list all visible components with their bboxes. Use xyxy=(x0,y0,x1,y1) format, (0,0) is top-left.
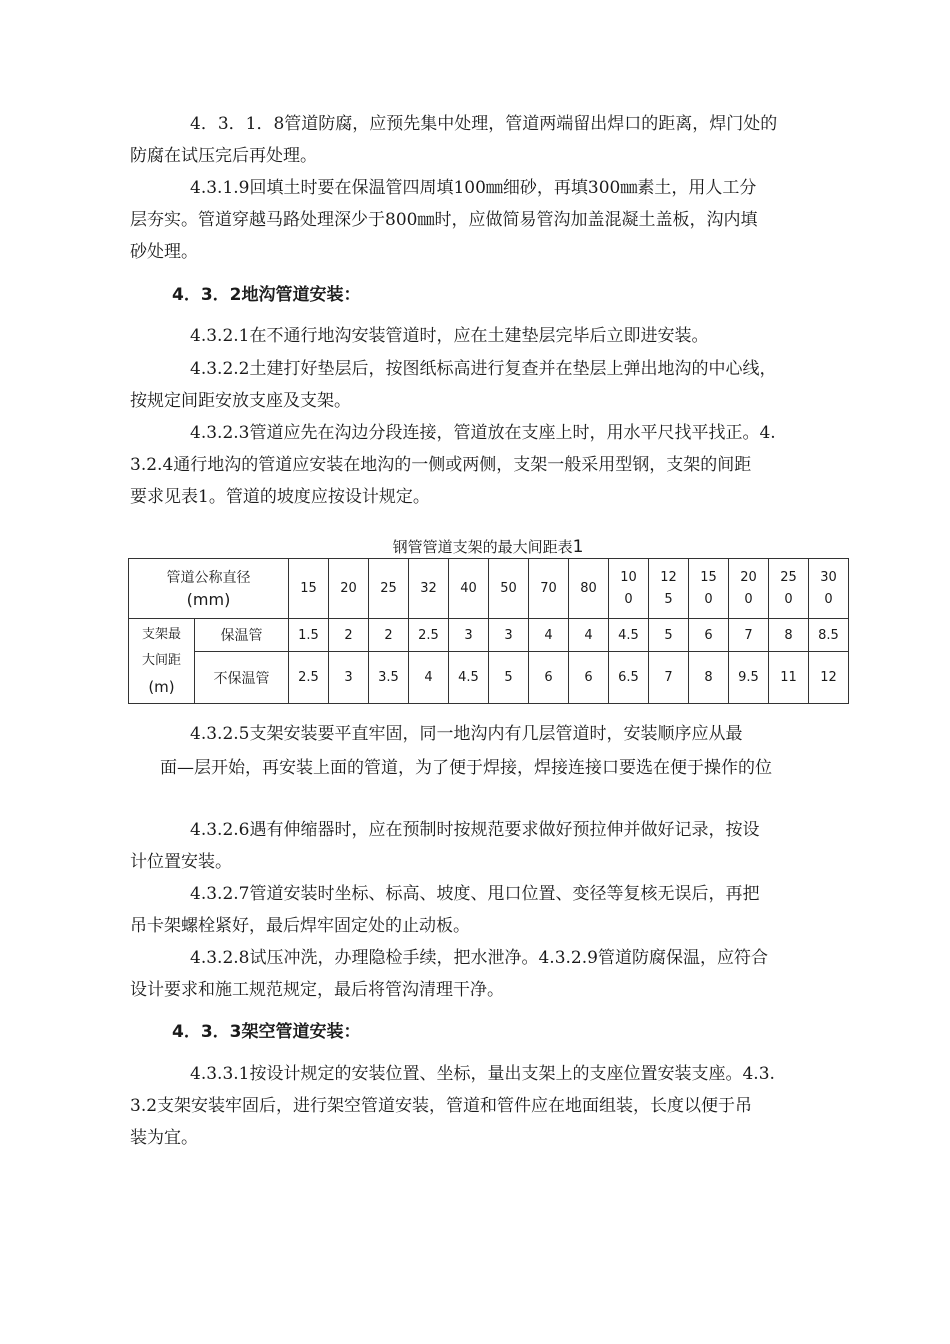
table-cell: 8.5 xyxy=(809,619,849,652)
diameter-cell xyxy=(649,559,689,619)
para-4-3-2-5-line1: 4.3.2.5支架安装要平直牢固，同一地沟内有几层管道时，安装顺序应从最 xyxy=(190,724,743,744)
diameter-value: 70 xyxy=(540,580,557,596)
diameter-value-wrap: 0 xyxy=(824,591,833,607)
table-cell: 4 xyxy=(409,652,449,704)
table-cell: 9.5 xyxy=(729,652,769,704)
diameter-cell xyxy=(329,559,369,619)
table-cell: 6 xyxy=(529,652,569,704)
diameter-value: 25 xyxy=(380,580,397,596)
para-4-3-1-8-line1: 4．3．1．8管道防腐，应预先集中处理，管道两端留出焊口的距离，焊门处的 xyxy=(190,114,778,134)
diameter-value: 12 xyxy=(660,569,677,585)
diameter-cell xyxy=(609,559,649,619)
diameter-cell xyxy=(409,559,449,619)
support-spacing-table xyxy=(128,558,849,704)
para-4-3-1-9-line3: 砂处理。 xyxy=(130,242,198,262)
table-cell: 2 xyxy=(329,619,369,652)
table-cell: 6.5 xyxy=(609,652,649,704)
diameter-value: 20 xyxy=(740,569,757,585)
diameter-value: 80 xyxy=(580,580,597,596)
table-cell: 6 xyxy=(569,652,609,704)
para-4-3-2-3-line2: 3.2.4通行地沟的管道应安装在地沟的一侧或两侧，支架一般采用型钢，支架的间距 xyxy=(130,455,752,475)
para-4-3-2-2-line2: 按规定间距安放支座及支架。 xyxy=(130,391,351,411)
table-cell: 3 xyxy=(449,619,489,652)
table-cell: 4 xyxy=(569,619,609,652)
diameter-cell xyxy=(529,559,569,619)
diameter-cell xyxy=(569,559,609,619)
diameter-value-wrap: 0 xyxy=(624,591,633,607)
table-cell: 2 xyxy=(369,619,409,652)
diameter-value-wrap: 0 xyxy=(744,591,753,607)
para-4-3-2-1: 4.3.2.1在不通行地沟安装管道时，应在土建垫层完毕后立即进安装。 xyxy=(190,326,709,346)
diameter-cell xyxy=(449,559,489,619)
para-4-3-2-3-line3: 要求见表1。管道的坡度应按设计规定。 xyxy=(130,487,430,507)
row-label-insulated: 保温管 xyxy=(195,619,289,652)
table-cell: 3 xyxy=(329,652,369,704)
para-4-3-2-2-line1: 4.3.2.2土建打好垫层后，按图纸标高进行复查并在垫层上弹出地沟的中心线， xyxy=(190,359,777,379)
diameter-value: 20 xyxy=(340,580,357,596)
para-4-3-2-7-line1: 4.3.2.7管道安装时坐标、标高、坡度、甩口位置、变径等复核无误后，再把 xyxy=(190,884,760,904)
table-caption-number: 1 xyxy=(572,537,584,557)
diameter-value: 40 xyxy=(460,580,477,596)
diameter-cell xyxy=(769,559,809,619)
diameter-cell xyxy=(809,559,849,619)
table-cell: 6 xyxy=(689,619,729,652)
para-4-3-3-1-line3: 装为宜。 xyxy=(130,1128,198,1148)
table-cell: 11 xyxy=(769,652,809,704)
table-cell: 5 xyxy=(489,652,529,704)
diameter-value: 32 xyxy=(420,580,437,596)
para-4-3-2-7-line2: 吊卡架螺栓紧好，最后焊牢固定处的止动板。 xyxy=(130,916,470,936)
diameter-value-wrap: 0 xyxy=(704,591,713,607)
table-cell: 4.5 xyxy=(609,619,649,652)
para-4-3-2-6-line2: 计位置安装。 xyxy=(130,852,232,872)
diameter-value: 25 xyxy=(780,569,797,585)
group-label-cell xyxy=(129,619,195,704)
table-caption-text: 钢管管道支架的最大间距表 xyxy=(392,538,573,556)
para-4-3-2-5-line2: 面—层开始，再安装上面的管道，为了便于焊接，焊接连接口要选在便于操作的位 xyxy=(160,758,772,778)
diameter-cell xyxy=(289,559,329,619)
diameter-cell xyxy=(489,559,529,619)
table-cell: 5 xyxy=(649,619,689,652)
table-header-row xyxy=(129,559,849,619)
section-heading-4-3-3: 4．3．3架空管道安装： xyxy=(172,1022,361,1042)
diameter-value: 15 xyxy=(700,569,717,585)
header-diameter-label: 管道公称直径 xyxy=(166,569,251,586)
para-4-3-2-8-line1: 4.3.2.8试压冲洗，办理隐检手续，把水泄净。4.3.2.9管道防腐保温，应符合 xyxy=(190,948,768,968)
table-cell: 7 xyxy=(649,652,689,704)
diameter-value-wrap: 5 xyxy=(664,591,673,607)
table-cell: 2.5 xyxy=(409,619,449,652)
table-cell: 8 xyxy=(689,652,729,704)
table-row-insulated xyxy=(129,619,849,652)
table-cell: 1.5 xyxy=(289,619,329,652)
table-cell: 2.5 xyxy=(289,652,329,704)
table-cell: 8 xyxy=(769,619,809,652)
table-cell: 3.5 xyxy=(369,652,409,704)
diameter-cell xyxy=(729,559,769,619)
table-cell: 4.5 xyxy=(449,652,489,704)
diameter-value: 15 xyxy=(300,580,317,596)
table-cell: 12 xyxy=(809,652,849,704)
diameter-value: 50 xyxy=(500,580,517,596)
para-4-3-2-3-line1: 4.3.2.3管道应先在沟边分段连接，管道放在支座上时，用水平尺找平找正。4. xyxy=(190,423,776,443)
group-label-line1: 支架最 xyxy=(141,627,181,642)
table-cell: 4 xyxy=(529,619,569,652)
diameter-cell xyxy=(369,559,409,619)
para-4-3-3-1-line2: 3.2支架安装牢固后，进行架空管道安装，管道和管件应在地面组装，长度以便于吊 xyxy=(130,1096,753,1116)
table-row-uninsulated xyxy=(129,652,849,704)
para-4-3-1-8-line2: 防腐在试压完后再处理。 xyxy=(130,146,317,166)
table-caption xyxy=(128,537,848,557)
table-cell: 3 xyxy=(489,619,529,652)
para-4-3-3-1-line1: 4.3.3.1按设计规定的安装位置、坐标，量出支架上的支座位置安装支座。4.3. xyxy=(190,1064,775,1084)
group-label-unit: (m) xyxy=(148,678,175,696)
row-label-uninsulated: 不保温管 xyxy=(195,652,289,704)
header-diameter-cell xyxy=(129,559,289,619)
para-4-3-2-8-line2: 设计要求和施工规范规定，最后将管沟清理干净。 xyxy=(130,980,504,1000)
diameter-value: 10 xyxy=(620,569,637,585)
para-4-3-1-9-line1: 4.3.1.9回填土时要在保温管四周填100㎜细砂，再填300㎜素土，用人工分 xyxy=(190,178,757,198)
diameter-value-wrap: 0 xyxy=(784,591,793,607)
group-label-line2: 大间距 xyxy=(141,653,181,668)
section-heading-4-3-2: 4．3．2地沟管道安装： xyxy=(172,285,361,305)
para-4-3-1-9-line2: 层夯实。管道穿越马路处理深少于800㎜时，应做简易管沟加盖混凝土盖板，沟内填 xyxy=(130,210,758,230)
diameter-cell xyxy=(689,559,729,619)
table-cell: 7 xyxy=(729,619,769,652)
para-4-3-2-6-line1: 4.3.2.6遇有伸缩器时，应在预制时按规范要求做好预拉伸并做好记录，按设 xyxy=(190,820,760,840)
diameter-value: 30 xyxy=(820,569,837,585)
header-diameter-unit: (mm) xyxy=(186,589,231,609)
